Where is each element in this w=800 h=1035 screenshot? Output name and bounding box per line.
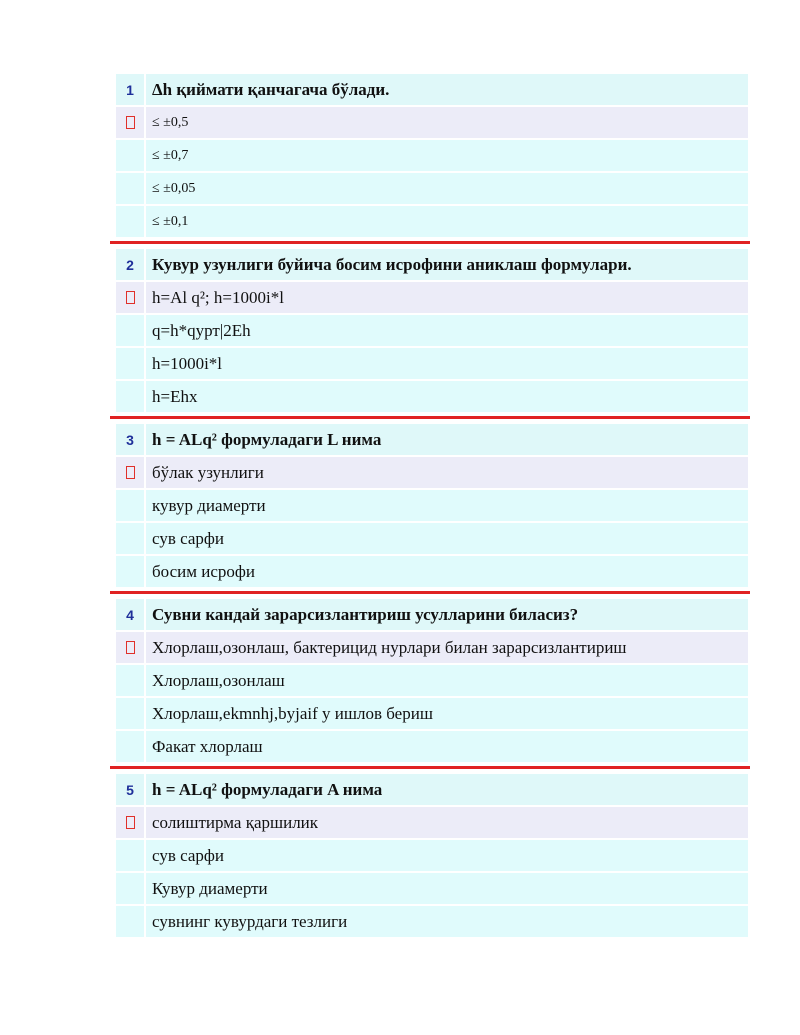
question-number: 4: [116, 599, 144, 630]
correct-answer-marker: [116, 282, 144, 313]
option-marker-cell: [116, 348, 144, 379]
option-marker-cell: [116, 906, 144, 937]
answer-option[interactable]: [116, 173, 748, 204]
option-marker-cell: [116, 523, 144, 554]
question-row: [116, 424, 748, 455]
question-separator: [110, 591, 750, 594]
question-row: [116, 774, 748, 805]
answer-option-text: h=1000i*l: [146, 348, 748, 379]
answer-option-text: сув сарфи: [146, 523, 748, 554]
check-mark-icon: [126, 116, 135, 129]
question-title: Кувур узунлиги буйича босим исрофини аниклаш формулари.: [146, 249, 748, 280]
answer-option-text: Хлорлаш,ekmnhj,byjaif у ишлов бериш: [146, 698, 748, 729]
answer-option-text: q=h*qурт|2Eh: [146, 315, 748, 346]
answer-option[interactable]: [116, 840, 748, 871]
answer-option-text: ≤ ±0,5: [146, 107, 748, 138]
question-separator: [110, 766, 750, 769]
answer-option[interactable]: [116, 315, 748, 346]
question-title: h = ALq² формуладаги L нима: [146, 424, 748, 455]
check-mark-icon: [126, 466, 135, 479]
answer-option[interactable]: [116, 381, 748, 412]
question-title: h = ALq² формуладаги A нима: [146, 774, 748, 805]
question-title: Сувни кандай зарарсизлантириш усулларини биласиз?: [146, 599, 748, 630]
answer-option[interactable]: [116, 731, 748, 762]
check-mark-icon: [126, 816, 135, 829]
answer-option-text: сув сарфи: [146, 840, 748, 871]
check-mark-icon: [126, 291, 135, 304]
answer-option[interactable]: [116, 206, 748, 237]
question-block: [116, 249, 748, 412]
question-number: 5: [116, 774, 144, 805]
answer-option-text: сувнинг кувурдаги тезлиги: [146, 906, 748, 937]
answer-option-text: ≤ ±0,7: [146, 140, 748, 171]
question-title: Δh қиймати қанчагача бўлади.: [146, 74, 748, 105]
answer-option[interactable]: [116, 698, 748, 729]
answer-option[interactable]: [116, 282, 748, 313]
option-marker-cell: [116, 698, 144, 729]
answer-option[interactable]: [116, 348, 748, 379]
answer-option-text: h=Ehx: [146, 381, 748, 412]
answer-option-text: Хлорлаш,озонлаш, бактерицид нурлари билан зарарсизлантириш: [146, 632, 748, 663]
option-marker-cell: [116, 206, 144, 237]
answer-option[interactable]: [116, 556, 748, 587]
question-row: [116, 74, 748, 105]
question-number: 3: [116, 424, 144, 455]
answer-option[interactable]: [116, 140, 748, 171]
question-separator: [110, 416, 750, 419]
answer-option-text: Хлорлаш,озонлаш: [146, 665, 748, 696]
option-marker-cell: [116, 556, 144, 587]
answer-option[interactable]: [116, 523, 748, 554]
option-marker-cell: [116, 173, 144, 204]
question-separator: [110, 241, 750, 244]
option-marker-cell: [116, 665, 144, 696]
question-block: [116, 599, 748, 762]
answer-option[interactable]: [116, 665, 748, 696]
answer-option[interactable]: [116, 906, 748, 937]
test-sheet: [116, 74, 748, 939]
correct-answer-marker: [116, 107, 144, 138]
answer-option[interactable]: [116, 107, 748, 138]
answer-option[interactable]: [116, 490, 748, 521]
correct-answer-marker: [116, 457, 144, 488]
answer-option-text: солиштирма қаршилик: [146, 807, 748, 838]
answer-option-text: ≤ ±0,1: [146, 206, 748, 237]
correct-answer-marker: [116, 807, 144, 838]
option-marker-cell: [116, 140, 144, 171]
answer-option[interactable]: [116, 807, 748, 838]
answer-option-text: ≤ ±0,05: [146, 173, 748, 204]
correct-answer-marker: [116, 632, 144, 663]
answer-option-text: бўлак узунлиги: [146, 457, 748, 488]
question-row: [116, 249, 748, 280]
question-block: [116, 74, 748, 237]
answer-option-text: босим исрофи: [146, 556, 748, 587]
option-marker-cell: [116, 315, 144, 346]
answer-option-text: Кувур диамерти: [146, 873, 748, 904]
option-marker-cell: [116, 731, 144, 762]
answer-option[interactable]: [116, 457, 748, 488]
question-number: 2: [116, 249, 144, 280]
answer-option-text: кувур диамерти: [146, 490, 748, 521]
option-marker-cell: [116, 490, 144, 521]
answer-option[interactable]: [116, 632, 748, 663]
question-block: [116, 774, 748, 937]
option-marker-cell: [116, 381, 144, 412]
answer-option-text: Факат хлорлаш: [146, 731, 748, 762]
answer-option-text: h=Al q²; h=1000i*l: [146, 282, 748, 313]
check-mark-icon: [126, 641, 135, 654]
question-row: [116, 599, 748, 630]
option-marker-cell: [116, 840, 144, 871]
answer-option[interactable]: [116, 873, 748, 904]
question-block: [116, 424, 748, 587]
option-marker-cell: [116, 873, 144, 904]
question-number: 1: [116, 74, 144, 105]
